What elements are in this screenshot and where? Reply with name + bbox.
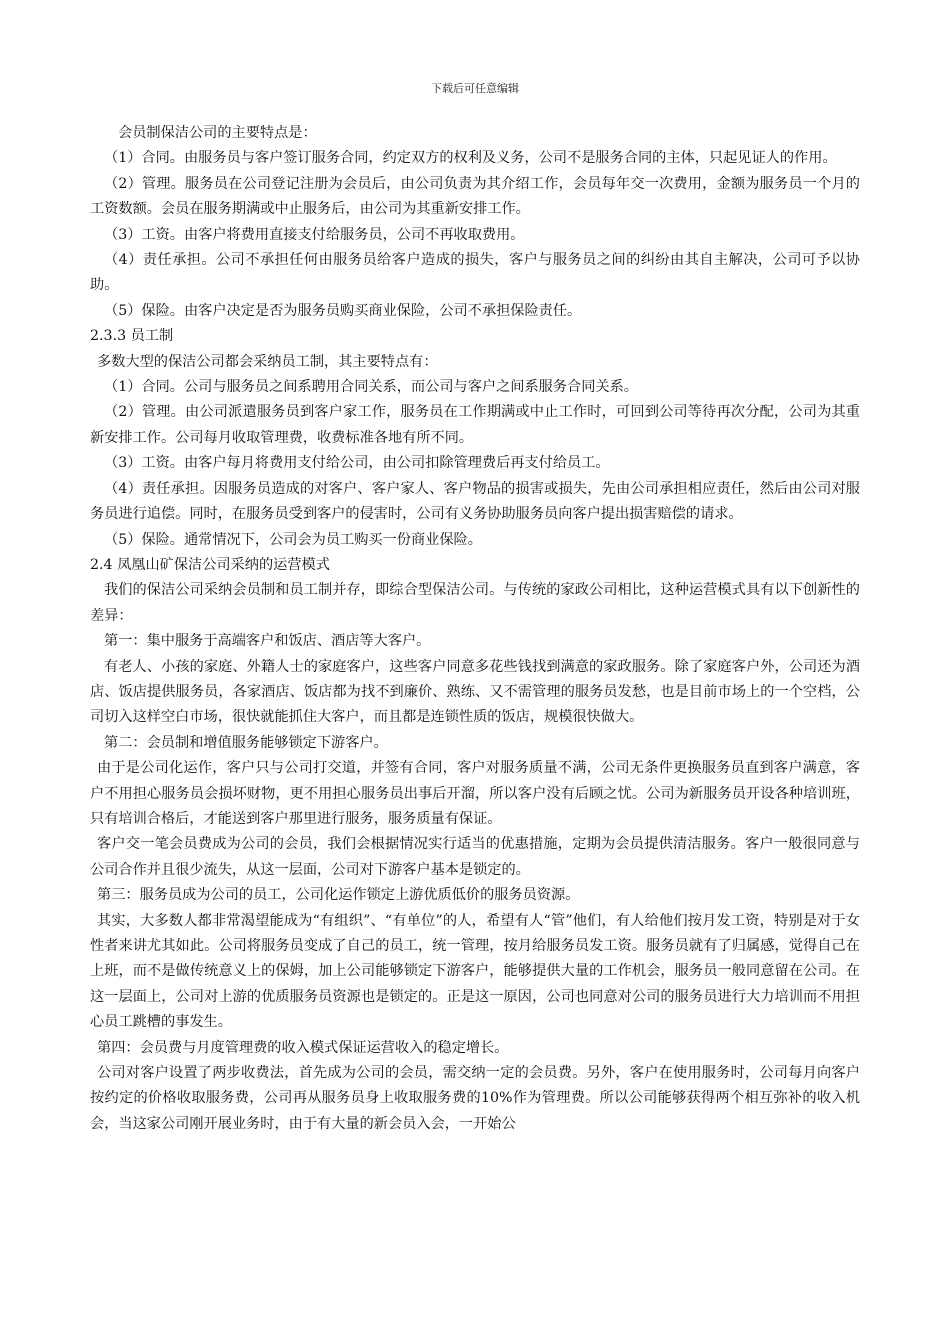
paragraph: 第二：会员制和增值服务能够锁定下游客户。 [104,734,388,751]
section-heading-2-3-3: 2.3.3 员工制 [90,328,174,345]
paragraph: 第一：集中服务于高端客户和饭店、酒店等大客户。 [104,633,431,650]
paragraph: （3）工资。由客户每月将费用支付给公司，由公司扣除管理费后再支付给员工。 [104,455,610,472]
page-header-note: 下载后可任意编辑 [431,82,519,95]
paragraph: 其实，大多数人都非常渴望能成为“有组织”、“有单位”的人，希望有人“管”他们，有人给他们按月发工资，特别是对于女性者来讲尤其如此。公司将服务员变成了自己的员工，统一管理，按月给服务员发工资。服务员就有了归属感，觉得自己在上班，而不是做传统意义上的保姆，加上公司能够锁定下游客户，能够提供大量的工作机会，服务员一般同意留在公司。在这一层面上，公司对上游的优质服务员资源也是锁定的。正是这一原因，公司也同意对公司的服务员进行大力培训而不用担心员工跳槽的事发生。 [90,912,860,1031]
document-body [90,121,860,1137]
paragraph: 公司对客户设置了两步收费法，首先成为公司的会员，需交纳一定的会员费。另外，客户在使用服务时，公司每月向客户按约定的价格收取服务费，公司再从服务员身上收取服务费的10%作为管理费。所以公司能够获得两个相互弥补的收入机会，当这家公司刚开展业务时，由于有大量的新会员入会，一开始公 [90,1065,860,1132]
paragraph: 有老人、小孩的家庭、外籍人士的家庭客户，这些客户同意多花些钱找到满意的家政服务。除了家庭客户外，公司还为酒店、饭店提供服务员，各家酒店、饭店都为找不到廉价、熟练、又不需管理的服务员发愁，也是目前市场上的一个空档，公司切入这样空白市场，很快就能抓住大客户，而且都是连锁性质的饭店，规模很快做大。 [90,658,860,726]
section-heading-2-4: 2.4 凤凰山矿保洁公司采纳的运营模式 [90,556,330,573]
paragraph: 会员制保洁公司的主要特点是： [118,125,317,141]
paragraph: 由于是公司化运作，客户只与公司打交道，并签有合同，客户对服务质量不满，公司无条件更换服务员直到客户满意，客户不用担心服务员会损坏财物，更不用担心服务员出事后开溜，所以客户没有后顾之忧。公司为新服务员开设各种培训班，只有培训合格后，才能送到客户那里进行服务，服务质量有保证。 [90,760,860,827]
paragraph: （1）合同。由服务员与客户签订服务合同，约定双方的权利及义务，公司不是服务合同的主体，只起见证人的作用。 [104,150,837,167]
paragraph: （5）保险。通常情况下，公司会为员工购买一份商业保险。 [104,531,482,548]
paragraph: 第四：会员费与月度管理费的收入模式保证运营收入的稳定增长。 [97,1039,509,1056]
paragraph: 第三：服务员成为公司的员工，公司化运作锁定上游优质低价的服务员资源。 [97,887,580,904]
paragraph: 客户交一笔会员费成为公司的会员，我们会根据情况实行适当的优惠措施，定期为会员提供清洁服务。客户一般很同意与公司合作并且很少流失，从这一层面，公司对下游客户基本是锁定的。 [90,836,860,878]
paragraph: （2）管理。服务员在公司登记注册为会员后，由公司负责为其介绍工作，会员每年交一次费用，金额为服务员一个月的工资数额。会员在服务期满或中止服务后，由公司为其重新安排工作。 [90,175,860,218]
paragraph: 多数大型的保洁公司都会采纳员工制，其主要特点有： [97,353,438,370]
paragraph: （3）工资。由客户将费用直接支付给服务员，公司不再收取费用。 [104,226,525,243]
paragraph: （1）合同。公司与服务员之间系聘用合同关系，而公司与客户之间系服务合同关系。 [104,379,638,396]
paragraph: （5）保险。由客户决定是否为服务员购买商业保险，公司不承担保险责任。 [104,302,582,319]
paragraph: 我们的保洁公司采纳会员制和员工制并存，即综合型保洁公司。与传统的家政公司相比，这种运营模式具有以下创新性的差异： [90,582,860,624]
paragraph: （4）责任承担。公司不承担任何由服务员给客户造成的损失，客户与服务员之间的纠纷由其自主解决，公司可予以协助。 [90,252,860,294]
paragraph: （4）责任承担。因服务员造成的对客户、客户家人、客户物品的损害或损失，先由公司承担相应责任，然后由公司对服务员进行追偿。同时，在服务员受到客户的侵害时，公司有义务协助服务员向客户提出损害赔偿的请求。 [90,480,860,523]
paragraph: （2）管理。由公司派遣服务员到客户家工作，服务员在工作期满或中止工作时，可回到公司等待再次分配，公司为其重新安排工作。公司每月收取管理费，收费标准各地有所不同。 [90,404,860,446]
